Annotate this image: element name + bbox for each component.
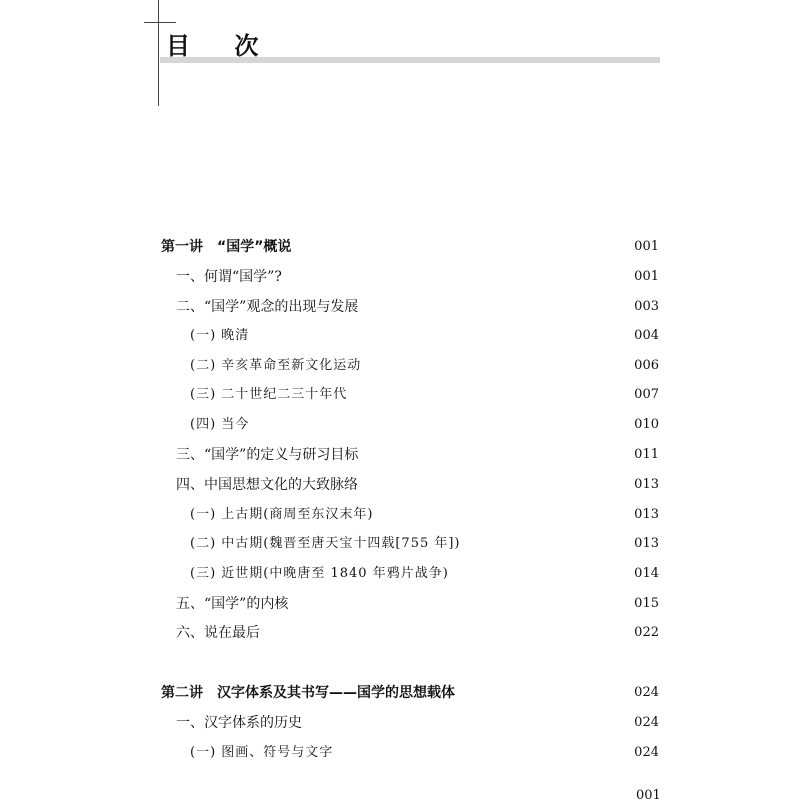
toc-entry-label: 二、“国学”观念的出现与发展 (176, 299, 359, 315)
toc-entry-page: 004 (634, 328, 659, 343)
leader-dots (461, 682, 627, 704)
toc-entry (190, 325, 659, 347)
leader-dots (308, 712, 627, 734)
toc-entry-label: (一) 晚清 (190, 328, 250, 343)
toc-entry (176, 444, 659, 466)
leader-dots (297, 236, 627, 258)
page-title: 目 次 (166, 32, 277, 60)
toc-entry-label: (二) 中古期(魏晋至唐天宝十四载[755 年]) (190, 536, 461, 551)
leader-dots (364, 474, 627, 496)
toc-entry-page: 003 (634, 299, 659, 314)
toc-entry-page: 024 (634, 745, 659, 760)
toc-entry-page: 001 (634, 269, 659, 284)
leader-dots (294, 593, 627, 615)
leader-dots (367, 355, 627, 377)
leader-dots (364, 296, 627, 318)
toc-entry-page: 013 (634, 507, 659, 522)
toc-entry-label: (三) 二十世纪二三十年代 (190, 387, 348, 402)
toc-entry-label: (一) 上古期(商周至东汉末年) (190, 507, 374, 522)
toc-entry-label: (一) 图画、符号与文字 (190, 745, 334, 760)
toc-entry (161, 236, 659, 258)
toc-entry-page: 015 (634, 596, 659, 611)
toc-entry (190, 533, 659, 555)
toc-entry (176, 712, 659, 734)
toc-entry-page: 022 (634, 625, 659, 640)
toc-entry-label: 四、中国思想文化的大致脉络 (176, 477, 358, 493)
toc-entry-page: 006 (634, 358, 659, 373)
leader-dots (455, 563, 627, 585)
toc-entry (176, 622, 659, 644)
leader-dots (255, 325, 627, 347)
corner-vertical-rule (158, 0, 159, 106)
toc-entry-label: 一、汉字体系的历史 (176, 715, 302, 731)
toc-entry-label: 五、“国学”的内核 (176, 596, 289, 612)
toc-entry (190, 742, 659, 764)
toc-entry-label: (三) 近世期(中晚唐至 1840 年鸦片战争) (190, 566, 449, 581)
toc-entry-label: (四) 当今 (190, 417, 250, 432)
leader-dots (467, 533, 627, 555)
leader-dots (339, 742, 627, 764)
toc-entry-label: 第二讲 汉字体系及其书写——国学的思想载体 (161, 685, 455, 701)
toc-entry-label: 六、说在最后 (176, 625, 260, 641)
toc-entry-page: 024 (634, 715, 659, 730)
toc-entry-page: 013 (634, 536, 659, 551)
toc-entry-page: 001 (634, 239, 659, 254)
toc-entry-page: 013 (634, 477, 659, 492)
toc-entry (190, 563, 659, 585)
toc-entry-label: 三、“国学”的定义与研习目标 (176, 447, 359, 463)
leader-dots (353, 384, 627, 406)
toc-entry (176, 296, 659, 318)
toc-entry (176, 474, 659, 496)
leader-dots (364, 444, 627, 466)
leader-dots (266, 622, 627, 644)
toc-entry (176, 593, 659, 615)
toc-entry (190, 504, 659, 526)
toc-entry (176, 266, 659, 288)
toc-entry (190, 414, 659, 436)
toc-entry-page: 014 (634, 566, 659, 581)
page-number: 001 (636, 788, 661, 803)
toc-entry (190, 355, 659, 377)
leader-dots (255, 414, 627, 436)
toc-entry (190, 384, 659, 406)
toc-entry-label: (二) 辛亥革命至新文化运动 (190, 358, 362, 373)
leader-dots (288, 266, 627, 288)
toc-entry-page: 007 (634, 387, 659, 402)
toc-entry-label: 一、何谓“国学”? (176, 269, 282, 285)
toc-entry-page: 011 (634, 447, 659, 462)
toc-entry-page: 010 (634, 417, 659, 432)
toc-entry-page: 024 (634, 685, 659, 700)
corner-horizontal-rule (144, 22, 176, 23)
toc-entry-label: 第一讲 “国学”概说 (161, 239, 292, 255)
toc-entry (161, 682, 659, 704)
leader-dots (379, 504, 627, 526)
